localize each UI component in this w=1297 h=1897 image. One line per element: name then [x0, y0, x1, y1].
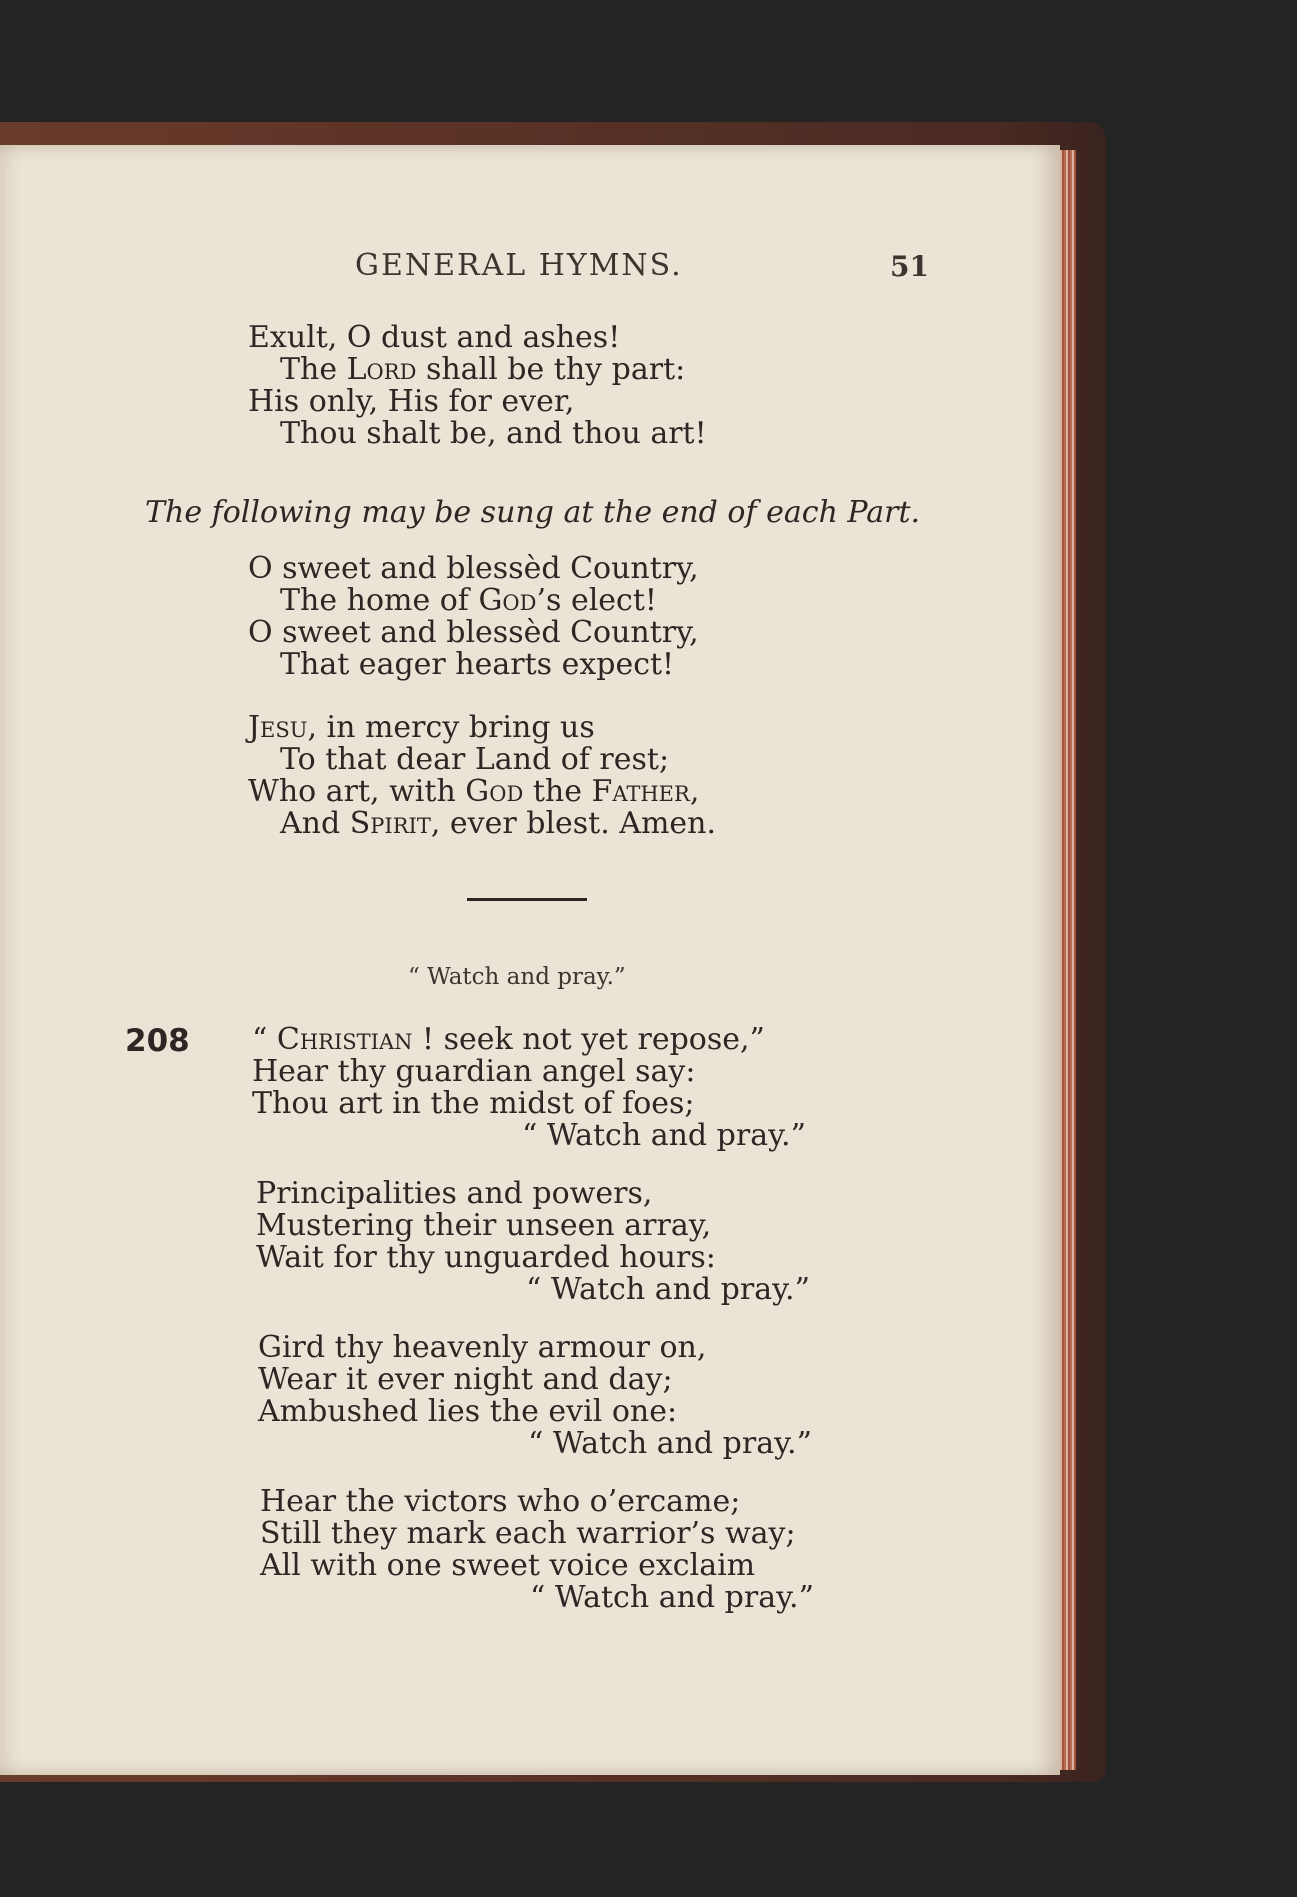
- verse-line: O sweet and blessèd Country,: [248, 551, 699, 586]
- section-divider: [467, 898, 587, 901]
- verse-line: And Spirit, ever blest. Amen.: [280, 806, 717, 841]
- hymn-stanza-4: [260, 1486, 814, 1614]
- page-number: 51: [890, 250, 929, 283]
- verse-line: His only, His for ever,: [248, 384, 575, 419]
- verse-line: Hear thy guardian angel say:: [252, 1054, 696, 1089]
- verse-line: Ambushed lies the evil one:: [258, 1394, 678, 1429]
- verse-line: Gird thy heavenly armour on,: [258, 1330, 707, 1365]
- verse-line: Hear the victors who o’ercame;: [260, 1484, 741, 1519]
- verse-line: That eager hearts expect!: [280, 647, 675, 682]
- verse-line: All with one sweet voice exclaim: [260, 1548, 756, 1583]
- verse-line: “ Watch and pray.”: [528, 1426, 812, 1461]
- verse-line: Wear it ever night and day;: [258, 1362, 673, 1397]
- verse-line: Mustering their unseen array,: [256, 1208, 712, 1243]
- verse-line: Jesu, in mercy bring us: [248, 710, 595, 745]
- verse-line: Exult, O dust and ashes!: [248, 320, 621, 355]
- hymn-stanza-1: [252, 1024, 806, 1152]
- verse-line: “ Watch and pray.”: [530, 1580, 814, 1615]
- verse-line: Who art, with God the Father,: [248, 774, 700, 809]
- verse-line: Thou shalt be, and thou art!: [280, 416, 707, 451]
- verse-line: “ Watch and pray.”: [522, 1118, 806, 1153]
- verse-line: To that dear Land of rest;: [280, 742, 670, 777]
- verse-line: Thou art in the midst of foes;: [252, 1086, 695, 1121]
- verse-line: The home of God’s elect!: [280, 583, 657, 618]
- verse-line: “ Christian ! seek not yet repose,”: [252, 1022, 765, 1057]
- verse-sweet-country: [248, 553, 699, 681]
- hymn-caption: “ Watch and pray.”: [408, 964, 626, 990]
- verse-line: Wait for thy unguarded hours:: [256, 1240, 716, 1275]
- hymn-number: 208: [125, 1023, 190, 1059]
- verse-line: Still they mark each warrior’s way;: [260, 1516, 796, 1551]
- running-header: GENERAL HYMNS.: [355, 248, 683, 283]
- rubric-note: The following may be sung at the end of each Part.: [145, 495, 921, 530]
- verse-exult: [248, 322, 707, 450]
- verse-line: O sweet and blessèd Country,: [248, 615, 699, 650]
- verse-line: The Lord shall be thy part:: [280, 352, 686, 387]
- verse-doxology: [248, 712, 716, 840]
- verse-line: “ Watch and pray.”: [526, 1272, 810, 1307]
- hymn-stanza-2: [256, 1178, 810, 1306]
- verse-line: Principalities and powers,: [256, 1176, 653, 1211]
- hymn-stanza-3: [258, 1332, 812, 1460]
